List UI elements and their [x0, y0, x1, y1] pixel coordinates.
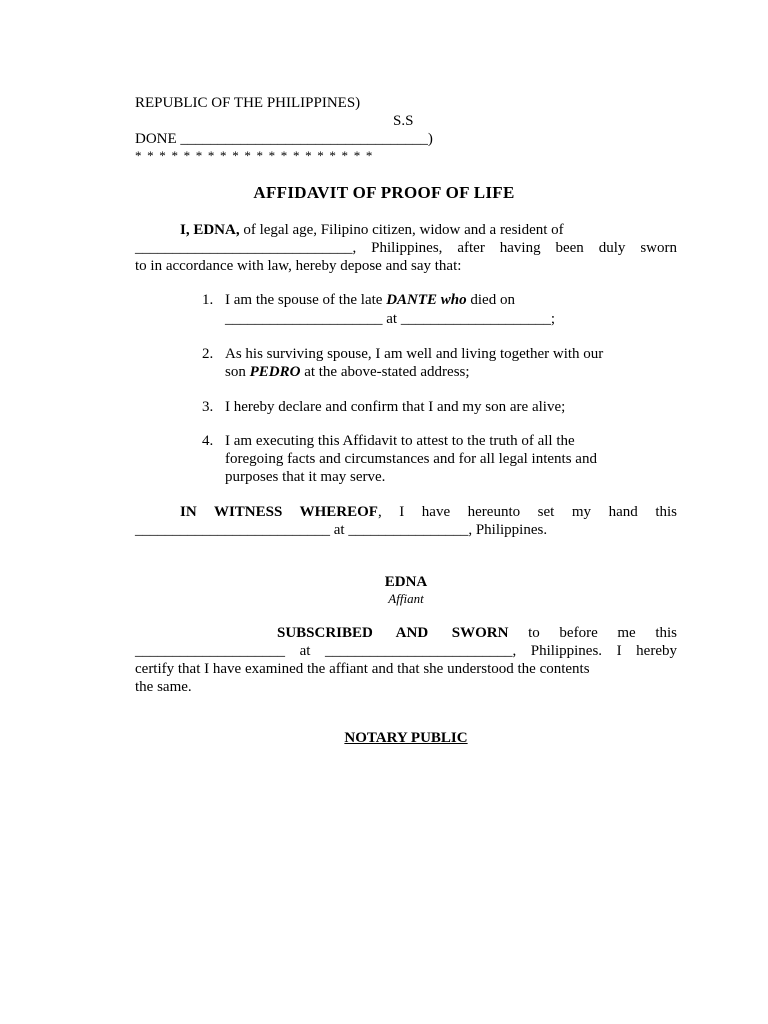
item-2-son-name: PEDRO: [249, 364, 301, 380]
ss-label: S.S: [393, 113, 414, 129]
item-3-line-1: I hereby declare and confirm that I and my son are alive;: [225, 399, 566, 415]
item-1-text-c: died on: [466, 292, 515, 308]
document-title: AFFIDAVIT OF PROOF OF LIFE: [253, 183, 515, 202]
subscribed-line-4: the same.: [135, 679, 192, 695]
intro-line-1-text: of legal age, Filipino citizen, widow and a resident of: [239, 222, 564, 238]
affiant-name: EDNA: [384, 574, 428, 590]
item-2-line-2: [225, 363, 685, 381]
subscribed-bold: SUBSCRIBED AND SWORN: [277, 625, 509, 641]
done-line: DONE _________________________________): [135, 131, 433, 147]
witness-line-2: __________________________ at ________________, Philippines.: [135, 522, 548, 538]
item-1-line-2: _____________________ at ____________________;: [225, 311, 555, 327]
witness-line-1: [135, 503, 677, 521]
subscribed-rest: to before me this: [508, 625, 677, 641]
item-4-line-3: purposes that it may serve.: [225, 469, 386, 485]
item-4-line-2: foregoing facts and circumstances and for all legal intents and: [225, 451, 597, 467]
item-3-number: 3.: [202, 399, 214, 415]
asterisk-divider: * * * * * * * * * * * * * * * * * * * *: [135, 148, 374, 163]
item-2-number: 2.: [202, 346, 214, 362]
subscribed-line-1: [135, 624, 677, 642]
item-1-line-1: [225, 291, 685, 309]
witness-rest: , I have hereunto set my hand this: [377, 504, 677, 520]
item-1-number: 1.: [202, 292, 214, 308]
republic-line: REPUBLIC OF THE PHILIPPINES): [135, 95, 361, 111]
notary-public-label: NOTARY PUBLIC: [344, 730, 468, 746]
witness-bold: IN WITNESS WHEREOF: [180, 504, 378, 520]
item-4-line-1: I am executing this Affidavit to attest to the truth of all the: [225, 433, 575, 449]
subscribed-line-3: certify that I have examined the affiant and that she understood the contents: [135, 661, 590, 677]
intro-line-2: _____________________________, Philippines, after having been duly sworn: [135, 240, 677, 256]
item-2-line-1: As his surviving spouse, I am well and living together with our: [225, 346, 604, 362]
item-1-text-a: I am the spouse of the late: [225, 292, 387, 308]
intro-line-1: [135, 221, 677, 239]
item-2-text-c: at the above-stated address;: [300, 364, 470, 380]
item-4-number: 4.: [202, 433, 214, 449]
affiant-intro-name: I, EDNA,: [180, 222, 240, 238]
intro-line-3: to in accordance with law, hereby depose and say that:: [135, 258, 462, 274]
item-2-text-a: son: [225, 364, 250, 380]
affiant-label: Affiant: [388, 591, 424, 606]
item-1-deceased-name: DANTE who: [386, 292, 467, 308]
subscribed-line-2: ____________________ at _________________________, Philippines. I hereby: [135, 643, 677, 659]
